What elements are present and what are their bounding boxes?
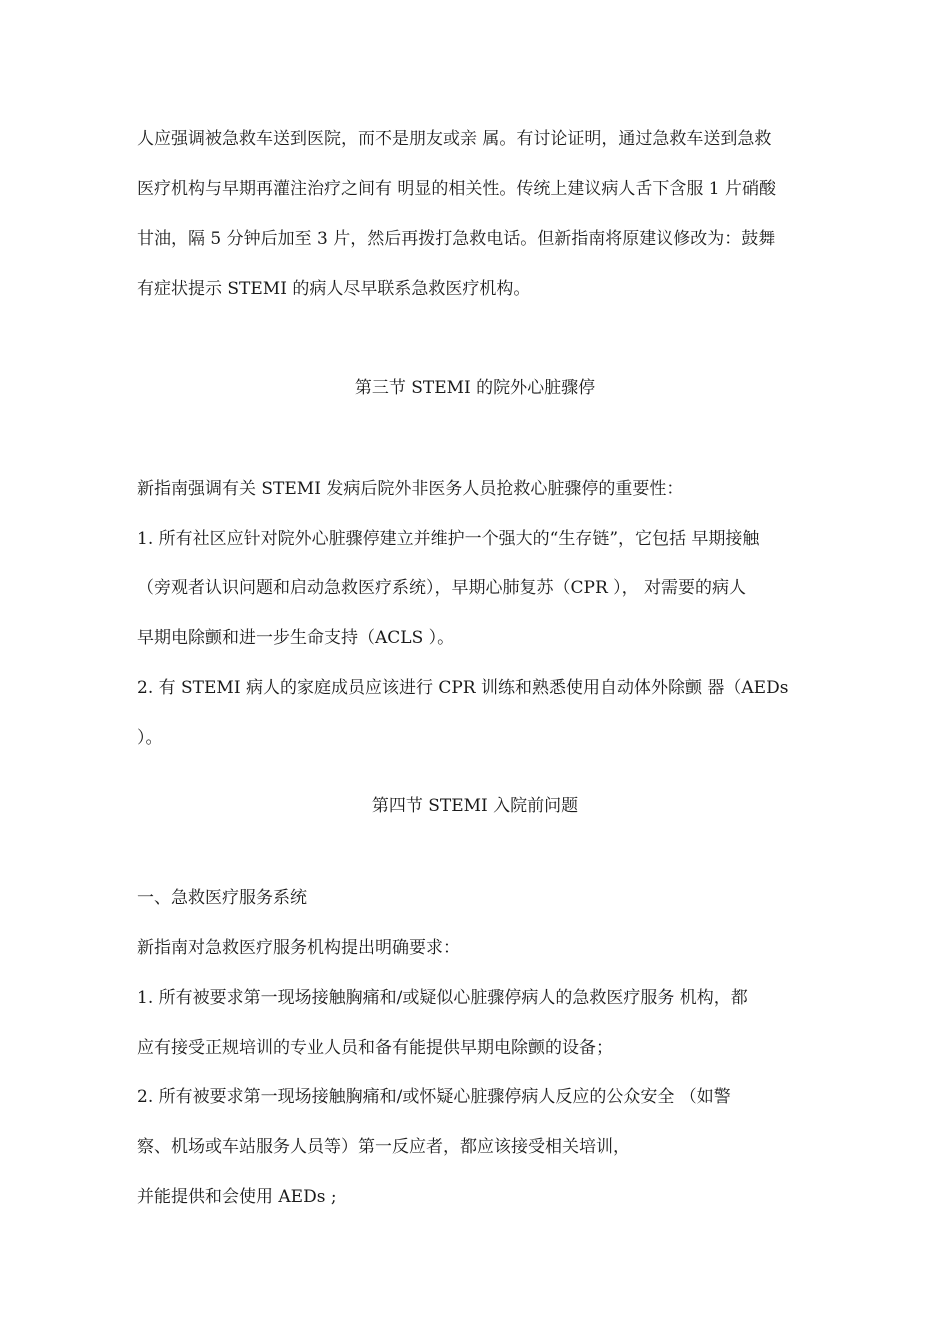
section-3-title: 第三节 STEMI 的院外心脏骤停 [354,378,596,398]
section-4-item-2-line: 察、机场或车站服务人员等）第一反应者，都应该接受相关培训， [137,1137,630,1157]
section-3-item-2-line: 2. 有 STEMI 病人的家庭成员应该进行 CPR 训练和熟悉使用自动体外除颤 器（AEDs [137,678,789,698]
section-4-subheading: 一、急救医疗服务系统 [137,888,307,908]
paragraph-line: 有症状提示 STEMI 的病人尽早联系急救医疗机构。 [137,279,531,299]
section-4-title: 第四节 STEMI 入院前问题 [371,796,579,816]
section-3-intro: 新指南强调有关 STEMI 发病后院外非医务人员抢救心脏骤停的重要性： [137,479,684,499]
paragraph-line: 人应强调被急救车送到医院，而不是朋友或亲 属。有讨论证明，通过急救车送到急救 [137,129,772,149]
section-4-item-1-line: 1. 所有被要求第一现场接触胸痛和/或疑似心脏骤停病人的急救医疗服务 机构，都 [137,988,748,1008]
section-3-item-1-line: （旁观者认识问题和启动急救医疗系统），早期心肺复苏（CPR ）， 对需要的病人 [137,578,747,598]
section-4-item-2-line: 并能提供和会使用 AEDs ; [137,1187,337,1207]
section-3-item-1-line: 1. 所有社区应针对院外心脏骤停建立并维护一个强大的“生存链”，它包括 早期接触 [137,529,760,549]
paragraph-line: 甘油，隔 5 分钟后加至 3 片，然后再拨打急救电话。但新指南将原建议修改为：鼓舞 [137,229,776,249]
section-4-intro: 新指南对急救医疗服务机构提出明确要求： [137,938,460,958]
section-4-item-2-line: 2. 所有被要求第一现场接触胸痛和/或怀疑心脏骤停病人反应的公众安全 （如警 [137,1087,731,1107]
paragraph-line: 医疗机构与早期再灌注治疗之间有 明显的相关性。传统上建议病人舌下含服 1 片硝酸 [137,179,777,199]
section-3-item-1-line: 早期电除颤和进一步生命支持（ACLS ）。 [137,628,455,648]
section-3-item-2-line: ）。 [137,728,163,748]
section-4-item-1-line: 应有接受正规培训的专业人员和备有能提供早期电除颤的设备； [137,1038,613,1058]
